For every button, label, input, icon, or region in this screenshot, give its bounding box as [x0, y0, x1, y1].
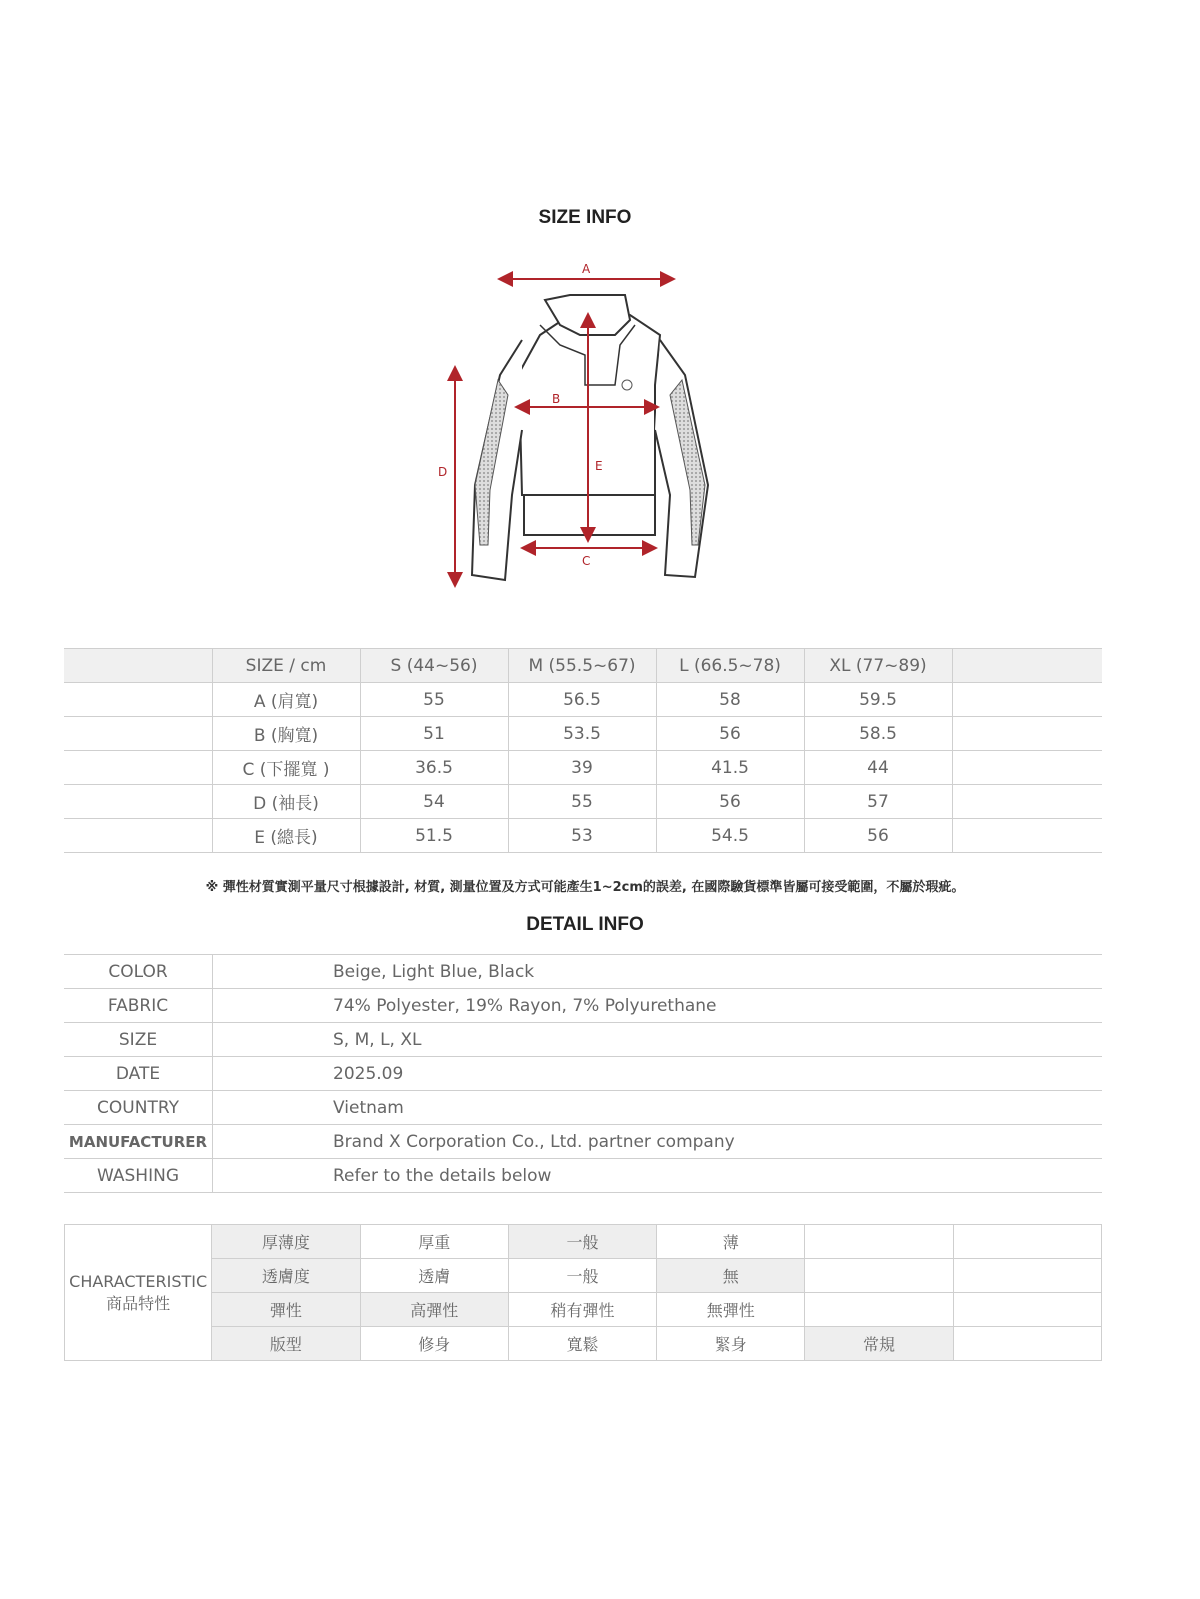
measure-value: 56	[656, 785, 804, 819]
detail-value: S, M, L, XL	[213, 1023, 1103, 1057]
char-name: 透膚度	[212, 1259, 360, 1293]
char-option: 修身	[360, 1327, 508, 1361]
char-option: 無彈性	[657, 1293, 805, 1327]
hoodie-right-sleeve	[655, 340, 708, 577]
detail-label: SIZE	[64, 1023, 213, 1057]
char-name: 彈性	[212, 1293, 360, 1327]
char-option: 高彈性	[360, 1293, 508, 1327]
size-header-cell: L (66.5~78)	[656, 649, 804, 683]
detail-label: COUNTRY	[64, 1091, 213, 1125]
char-option: 薄	[657, 1225, 805, 1259]
measure-value: 51	[360, 717, 508, 751]
diagram-label-b: B	[552, 392, 561, 406]
hoodie-diagram	[430, 255, 730, 595]
measure-label: C (下擺寬 )	[212, 751, 360, 785]
table-row	[64, 785, 1102, 819]
measure-value: 57	[804, 785, 952, 819]
detail-label: FABRIC	[64, 989, 213, 1023]
char-option	[953, 1225, 1101, 1259]
measurement-note: ※ 彈性材質實測平量尺寸根據設計, 材質, 測量位置及方式可能產生1~2cm的誤差, 在國際驗貨標準皆屬可接受範圍，不屬於瑕疵。	[205, 880, 965, 895]
diagram-label-e: E	[595, 459, 603, 473]
measure-label: E (總長)	[212, 819, 360, 853]
characteristic-label	[65, 1225, 212, 1361]
size-header-cell: M (55.5~67)	[508, 649, 656, 683]
char-option: 緊身	[657, 1327, 805, 1361]
table-row	[64, 1023, 1102, 1057]
diagram-label-a: A	[582, 262, 591, 276]
table-row	[65, 1293, 1102, 1327]
table-row	[64, 683, 1102, 717]
char-option: 無	[657, 1259, 805, 1293]
detail-label: MANUFACTURER	[64, 1125, 213, 1159]
measure-label: A (肩寬)	[212, 683, 360, 717]
detail-value: Vietnam	[213, 1091, 1103, 1125]
measure-value: 51.5	[360, 819, 508, 853]
char-name: 厚薄度	[212, 1225, 360, 1259]
char-option	[953, 1259, 1101, 1293]
measure-value: 39	[508, 751, 656, 785]
char-option	[805, 1293, 953, 1327]
table-row	[64, 989, 1102, 1023]
size-header-cell: SIZE / cm	[212, 649, 360, 683]
measure-value: 58	[656, 683, 804, 717]
detail-value: Brand X Corporation Co., Ltd. partner company	[213, 1125, 1103, 1159]
measure-value: 55	[508, 785, 656, 819]
diagram-label-d: D	[438, 465, 448, 479]
measure-value: 55	[360, 683, 508, 717]
char-option: 一般	[508, 1259, 656, 1293]
table-row	[64, 955, 1102, 989]
table-row	[65, 1225, 1102, 1259]
char-option: 稍有彈性	[508, 1293, 656, 1327]
characteristic-table	[64, 1224, 1102, 1361]
char-option: 一般	[508, 1225, 656, 1259]
measure-value: 36.5	[360, 751, 508, 785]
table-row	[64, 751, 1102, 785]
table-row	[64, 1091, 1102, 1125]
detail-value: 2025.09	[213, 1057, 1103, 1091]
char-name: 版型	[212, 1327, 360, 1361]
detail-value: Refer to the details below	[213, 1159, 1103, 1193]
table-row	[65, 1327, 1102, 1361]
characteristic-label-en: CHARACTERISTIC	[69, 1271, 208, 1291]
table-row	[64, 1057, 1102, 1091]
table-row	[64, 1159, 1102, 1193]
measure-value: 44	[804, 751, 952, 785]
char-option: 厚重	[360, 1225, 508, 1259]
measure-value: 53.5	[508, 717, 656, 751]
diagram-label-c: C	[582, 554, 591, 568]
char-option	[805, 1225, 953, 1259]
detail-label: WASHING	[64, 1159, 213, 1193]
size-header-cell: XL (77~89)	[804, 649, 952, 683]
detail-table	[64, 954, 1102, 1193]
measure-value: 56	[804, 819, 952, 853]
size-table	[64, 648, 1102, 853]
detail-label: DATE	[64, 1057, 213, 1091]
measure-value: 54.5	[656, 819, 804, 853]
char-option	[953, 1293, 1101, 1327]
measure-value: 58.5	[804, 717, 952, 751]
measure-label: B (胸寬)	[212, 717, 360, 751]
char-option	[805, 1259, 953, 1293]
table-row	[65, 1259, 1102, 1293]
measure-value: 56	[656, 717, 804, 751]
measure-value: 53	[508, 819, 656, 853]
measure-value: 54	[360, 785, 508, 819]
table-row	[64, 819, 1102, 853]
char-option: 常規	[805, 1327, 953, 1361]
detail-value: 74% Polyester, 19% Rayon, 7% Polyurethane	[213, 989, 1103, 1023]
table-row	[64, 1125, 1102, 1159]
detail-label: COLOR	[64, 955, 213, 989]
size-info-title: SIZE INFO	[538, 207, 632, 228]
measure-value: 56.5	[508, 683, 656, 717]
measure-label: D (袖長)	[212, 785, 360, 819]
char-option: 寬鬆	[508, 1327, 656, 1361]
detail-info-title: DETAIL INFO	[526, 914, 644, 935]
size-table-header	[64, 649, 1102, 683]
characteristic-label-zh: 商品特性	[106, 1293, 171, 1313]
char-option: 透膚	[360, 1259, 508, 1293]
measure-value: 59.5	[804, 683, 952, 717]
char-option	[953, 1327, 1101, 1361]
detail-value: Beige, Light Blue, Black	[213, 955, 1103, 989]
size-header-cell: S (44~56)	[360, 649, 508, 683]
table-row	[64, 717, 1102, 751]
measure-value: 41.5	[656, 751, 804, 785]
